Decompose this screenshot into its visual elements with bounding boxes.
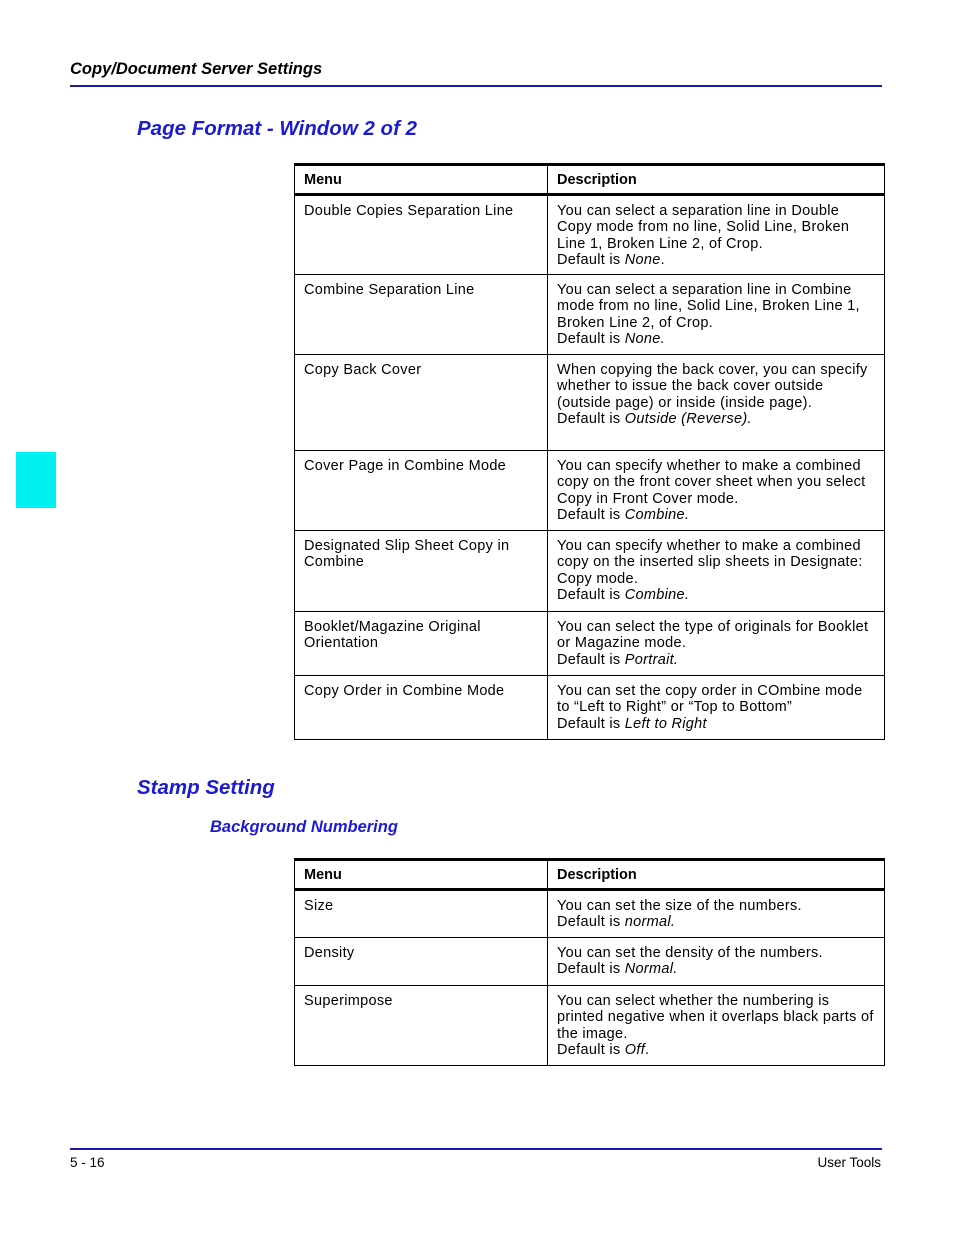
table-row <box>295 355 885 451</box>
menu-cell: Designated Slip Sheet Copy in Combine <box>295 531 548 612</box>
default-value: Left to Right <box>624 715 707 732</box>
description-cell <box>548 612 885 676</box>
default-prefix: Default is <box>557 914 625 931</box>
default-line <box>557 1042 649 1058</box>
default-value: None <box>624 252 661 269</box>
default-line <box>557 914 675 930</box>
description-text: You can select a separation line in Combine mode from no line, Solid Line, Broken Line 1, Broken Line 2, of Crop. <box>557 282 860 331</box>
description-text: You can set the size of the numbers. <box>557 898 802 914</box>
menu-cell: Copy Order in Combine Mode <box>295 676 548 740</box>
chapter-name: User Tools <box>817 1155 881 1170</box>
description-cell <box>548 986 885 1066</box>
default-prefix: Default is <box>557 715 625 732</box>
section-title-page-format: Page Format - Window 2 of 2 <box>137 117 418 140</box>
table-row <box>295 890 885 938</box>
description-cell <box>548 451 885 531</box>
running-header-title: Copy/Document Server Settings <box>70 60 323 78</box>
default-line <box>557 252 665 268</box>
description-cell <box>548 195 885 275</box>
menu-cell: Cover Page in Combine Mode <box>295 451 548 531</box>
description-text: When copying the back cover, you can specify whether to issue the back cover outside (outside page) or inside (inside page). <box>557 362 868 411</box>
default-line <box>557 652 678 668</box>
description-text: You can select whether the numbering is printed negative when it overlaps black parts of the image. <box>557 993 874 1042</box>
description-text: You can specify whether to make a combined copy on the front cover sheet when you select Copy in Front Cover mode. <box>557 458 866 507</box>
table-row <box>295 531 885 612</box>
table-header-row <box>295 860 885 890</box>
default-prefix: Default is <box>557 331 625 348</box>
default-line <box>557 587 689 603</box>
column-header-description: Description <box>548 860 885 890</box>
background-numbering-table <box>294 858 885 1066</box>
default-suffix: . <box>660 252 665 269</box>
default-line <box>557 961 678 977</box>
table-row <box>295 195 885 275</box>
description-text: You can set the density of the numbers. <box>557 945 823 961</box>
default-value: Off <box>624 1042 646 1059</box>
menu-cell: Combine Separation Line <box>295 275 548 355</box>
default-value: normal. <box>624 914 676 931</box>
default-prefix: Default is <box>557 587 625 604</box>
description-cell <box>548 676 885 740</box>
default-prefix: Default is <box>557 507 625 524</box>
menu-cell: Double Copies Separation Line <box>295 195 548 275</box>
default-prefix: Default is <box>557 411 625 428</box>
default-value: Outside (Reverse). <box>624 411 752 428</box>
description-cell <box>548 890 885 938</box>
default-prefix: Default is <box>557 252 625 269</box>
default-line <box>557 507 689 523</box>
table-row <box>295 986 885 1066</box>
chapter-side-tab <box>16 452 56 508</box>
menu-cell: Booklet/Magazine Original Orientation <box>295 612 548 676</box>
table-row <box>295 676 885 740</box>
description-text: You can set the copy order in COmbine mode to “Left to Right” or “Top to Bottom” <box>557 683 863 716</box>
table-row <box>295 938 885 986</box>
column-header-menu: Menu <box>295 860 548 890</box>
description-cell <box>548 355 885 451</box>
default-value: Portrait. <box>624 651 679 668</box>
default-value: None. <box>624 331 665 348</box>
column-header-description: Description <box>548 165 885 195</box>
table-row <box>295 275 885 355</box>
subsection-title-background-numbering: Background Numbering <box>210 818 398 836</box>
table-row <box>295 451 885 531</box>
default-suffix: . <box>645 1042 650 1059</box>
description-cell <box>548 531 885 612</box>
page-format-table <box>294 163 885 740</box>
footer-rule <box>70 1148 882 1150</box>
description-cell <box>548 275 885 355</box>
table-row <box>295 612 885 676</box>
menu-cell: Superimpose <box>295 986 548 1066</box>
description-text: You can select the type of originals for Booklet or Magazine mode. <box>557 619 869 652</box>
default-line <box>557 716 707 732</box>
default-prefix: Default is <box>557 651 625 668</box>
menu-cell: Density <box>295 938 548 986</box>
description-text: You can specify whether to make a combined copy on the inserted slip sheets in Designate: Copy mode. <box>557 538 863 587</box>
default-line <box>557 411 752 427</box>
description-text: You can select a separation line in Double Copy mode from no line, Solid Line, Broken Line 1, Broken Line 2, of Crop. <box>557 203 850 252</box>
default-line <box>557 331 665 347</box>
default-value: Combine. <box>624 587 690 604</box>
menu-cell: Copy Back Cover <box>295 355 548 451</box>
default-prefix: Default is <box>557 961 625 978</box>
default-prefix: Default is <box>557 1042 625 1059</box>
default-value: Normal. <box>624 961 678 978</box>
table-header-row <box>295 165 885 195</box>
menu-cell: Size <box>295 890 548 938</box>
default-value: Combine. <box>624 507 690 524</box>
description-cell <box>548 938 885 986</box>
section-title-stamp-setting: Stamp Setting <box>137 776 275 799</box>
page-number: 5 - 16 <box>70 1155 105 1170</box>
header-rule <box>70 85 882 87</box>
column-header-menu: Menu <box>295 165 548 195</box>
